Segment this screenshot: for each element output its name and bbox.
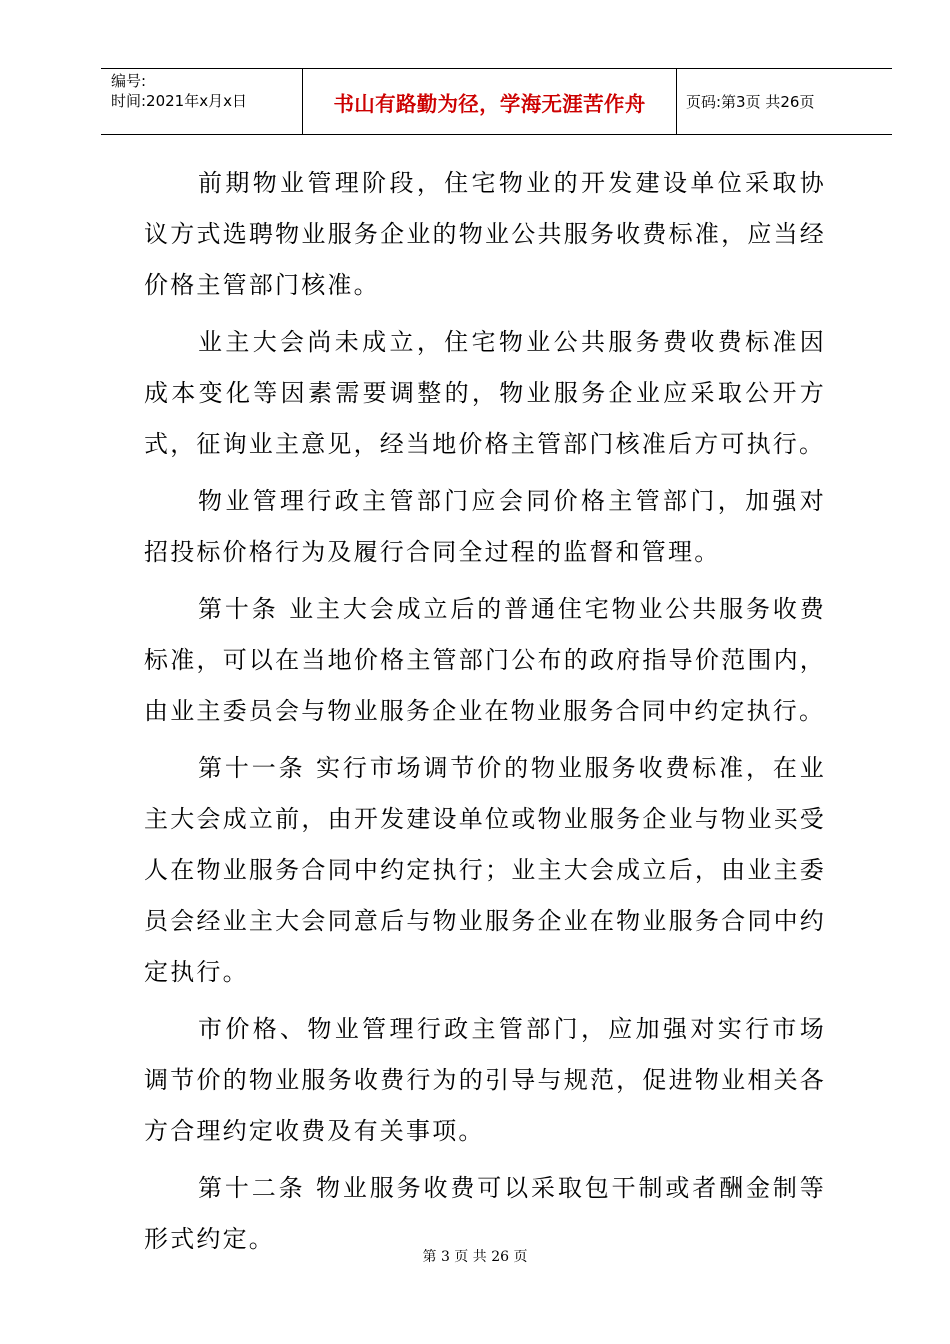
paragraph: 业主大会尚未成立，住宅物业公共服务费收费标准因成本变化等因素需要调整的，物业服务企业应采取公开方式，征询业主意见，经当地价格主管部门核准后方可执行。: [144, 328, 826, 458]
header-motto: 书山有路勤为径，学海无涯苦作舟: [303, 69, 677, 134]
paragraph: 第十一条 实行市场调节价的物业服务收费标准，在业主大会成立前，由开发建设单位或物业服务企业与物业买受人在物业服务合同中约定执行；业主大会成立后，由业主委员会经业主大会同意后与物业服务企业在物业服务合同中约定执行。: [144, 754, 826, 986]
code-label: 编号:: [111, 72, 147, 90]
paragraph: 物业管理行政主管部门应会同价格主管部门，加强对招投标价格行为及履行合同全过程的监督和管理。: [144, 487, 826, 566]
header-meta: [101, 69, 303, 134]
paragraph: 市价格、物业管理行政主管部门，应加强对实行市场调节价的物业服务收费行为的引导与规范，促进物业相关各方合理约定收费及有关事项。: [144, 1015, 826, 1145]
paragraph: 前期物业管理阶段，住宅物业的开发建设单位采取协议方式选聘物业服务企业的物业公共服务收费标准，应当经价格主管部门核准。: [144, 169, 826, 299]
header-page-info: 页码:第3页 共26页: [686, 93, 815, 111]
page-footer: 第 3 页 共 26 页: [422, 1249, 528, 1265]
document-body: [144, 158, 826, 1271]
page-header: [101, 68, 892, 135]
paragraph: 第十二条 物业服务收费可以采取包干制或者酬金制等形式约定。: [144, 1174, 826, 1253]
paragraph: 第十条 业主大会成立后的普通住宅物业公共服务收费标准，可以在当地价格主管部门公布的政府指导价范围内，由业主委员会与物业服务企业在物业服务合同中约定执行。: [144, 595, 826, 725]
time-label: 时间:2021年x月x日: [111, 92, 247, 110]
